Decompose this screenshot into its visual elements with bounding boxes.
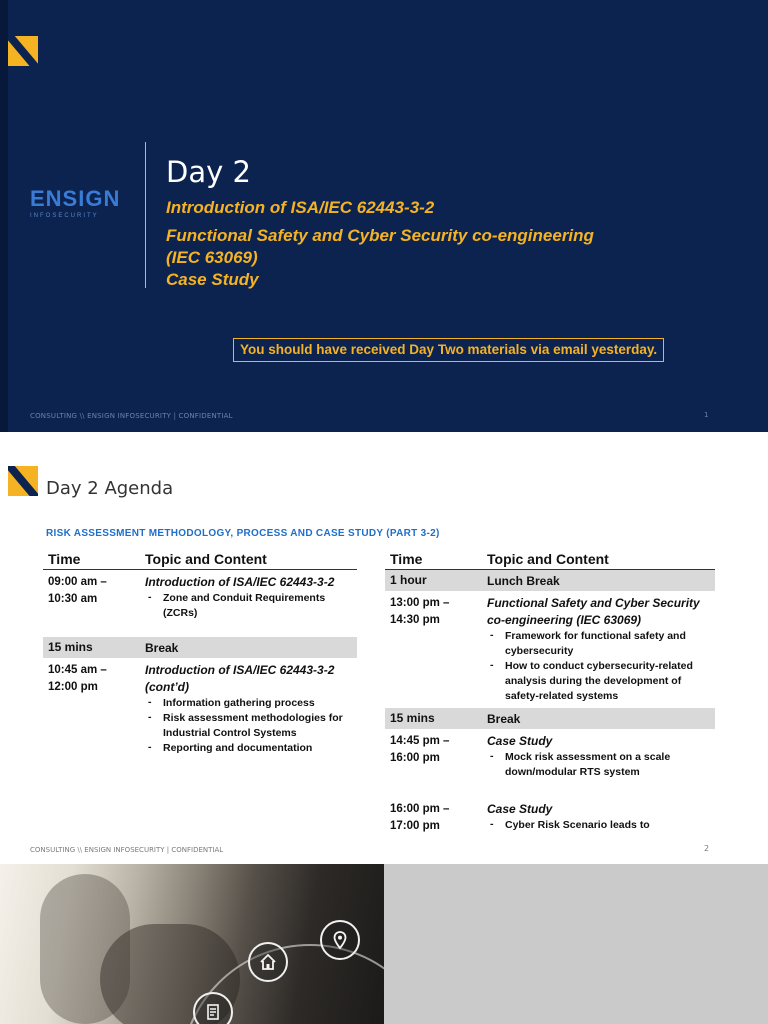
page-number: 2 [704,844,710,853]
list-item: - How to conduct cybersecurity-related analysis during the development of safety-related systems [487,659,715,704]
subtitle-line-3: (IEC 63069) [166,248,258,267]
table-row [385,708,715,729]
list-item: - Framework for functional safety and cybersecurity [487,629,715,659]
brand-name: ENSIGN [30,186,121,211]
list-item: - Risk assessment methodologies for Industrial Control Systems [145,711,357,741]
session-time: 10:45 am – 12:00 pm [48,664,107,693]
session-time: 15 mins [390,711,435,725]
page-number: 1 [704,411,709,419]
session-time: 13:00 pm – 14:30 pm [390,597,450,626]
session-time: 16:00 pm – 17:00 pm [390,803,450,832]
table-header [43,548,357,570]
session-topic: Lunch Break [487,573,560,588]
session-time: 1 hour [390,573,427,587]
header-time: Time [390,550,423,567]
session-topic: Introduction of ISA/IEC 62443-3-2 (cont’d) [145,663,335,694]
session-time: 15 mins [48,640,93,654]
table-row [43,570,357,637]
ensign-logo-mark-icon [8,466,38,496]
slide-edge [0,0,8,432]
table-row [385,797,715,839]
background-photo [0,864,384,1024]
gray-panel [384,864,768,1024]
list-item: - Mock risk assessment on a scale down/modular RTS system [487,750,715,780]
slide-heading: Day 2 [166,155,251,189]
session-topic: Functional Safety and Cyber Security co-engineering (IEC 63069) [487,596,700,627]
brand-tagline: INFOSECURITY [30,213,99,219]
session-time: 09:00 am – 10:30 am [48,576,107,605]
agenda-title: Day 2 Agenda [46,478,174,499]
session-topic: Case Study [487,734,553,748]
session-time: 14:45 pm – 16:00 pm [390,735,450,764]
divider-line [145,142,146,288]
session-topic: Case Study [487,802,553,816]
subtitle-line-1: Introduction of ISA/IEC 62443-3-2 [166,198,435,217]
list-item: - Cyber Risk Scenario leads to [487,818,715,833]
table-row [385,591,715,708]
subtitle-line-4: Case Study [166,270,259,289]
slide-agenda [0,432,768,864]
header-topic: Topic and Content [487,550,609,567]
list-item: - Zone and Conduit Requirements (ZCRs) [145,591,357,621]
session-topic: Break [487,711,521,726]
section-heading: RISK ASSESSMENT METHODOLOGY, PROCESS AND CASE STUDY (PART 3-2) [46,528,440,539]
subtitle-line-2: Functional Safety and Cyber Security co-engineering [166,226,594,245]
document-icon [193,992,233,1024]
table-header [385,548,715,570]
table-row [43,658,357,760]
table-row [43,637,357,658]
header-time: Time [48,550,81,567]
agenda-table-left [43,548,357,760]
home-icon [248,942,288,982]
location-pin-icon [320,920,360,960]
session-topic: Break [145,640,179,655]
table-row [385,570,715,591]
brand-logo [30,186,130,219]
slide-partial [0,864,768,1024]
slide-title [0,0,768,432]
footer-text: CONSULTING \\ ENSIGN INFOSECURITY | CONFIDENTIAL [30,846,224,854]
table-row [385,729,715,797]
session-topic: Introduction of ISA/IEC 62443-3-2 [145,575,335,589]
agenda-table-right [385,548,715,839]
list-item: - Information gathering process [145,696,357,711]
notice-box: You should have received Day Two materials via email yesterday. [233,338,664,362]
list-item: - Reporting and documentation [145,741,357,756]
ensign-logo-mark-icon [8,36,38,66]
header-topic: Topic and Content [145,550,267,567]
footer-text: CONSULTING \\ ENSIGN INFOSECURITY | CONFIDENTIAL [30,412,233,420]
